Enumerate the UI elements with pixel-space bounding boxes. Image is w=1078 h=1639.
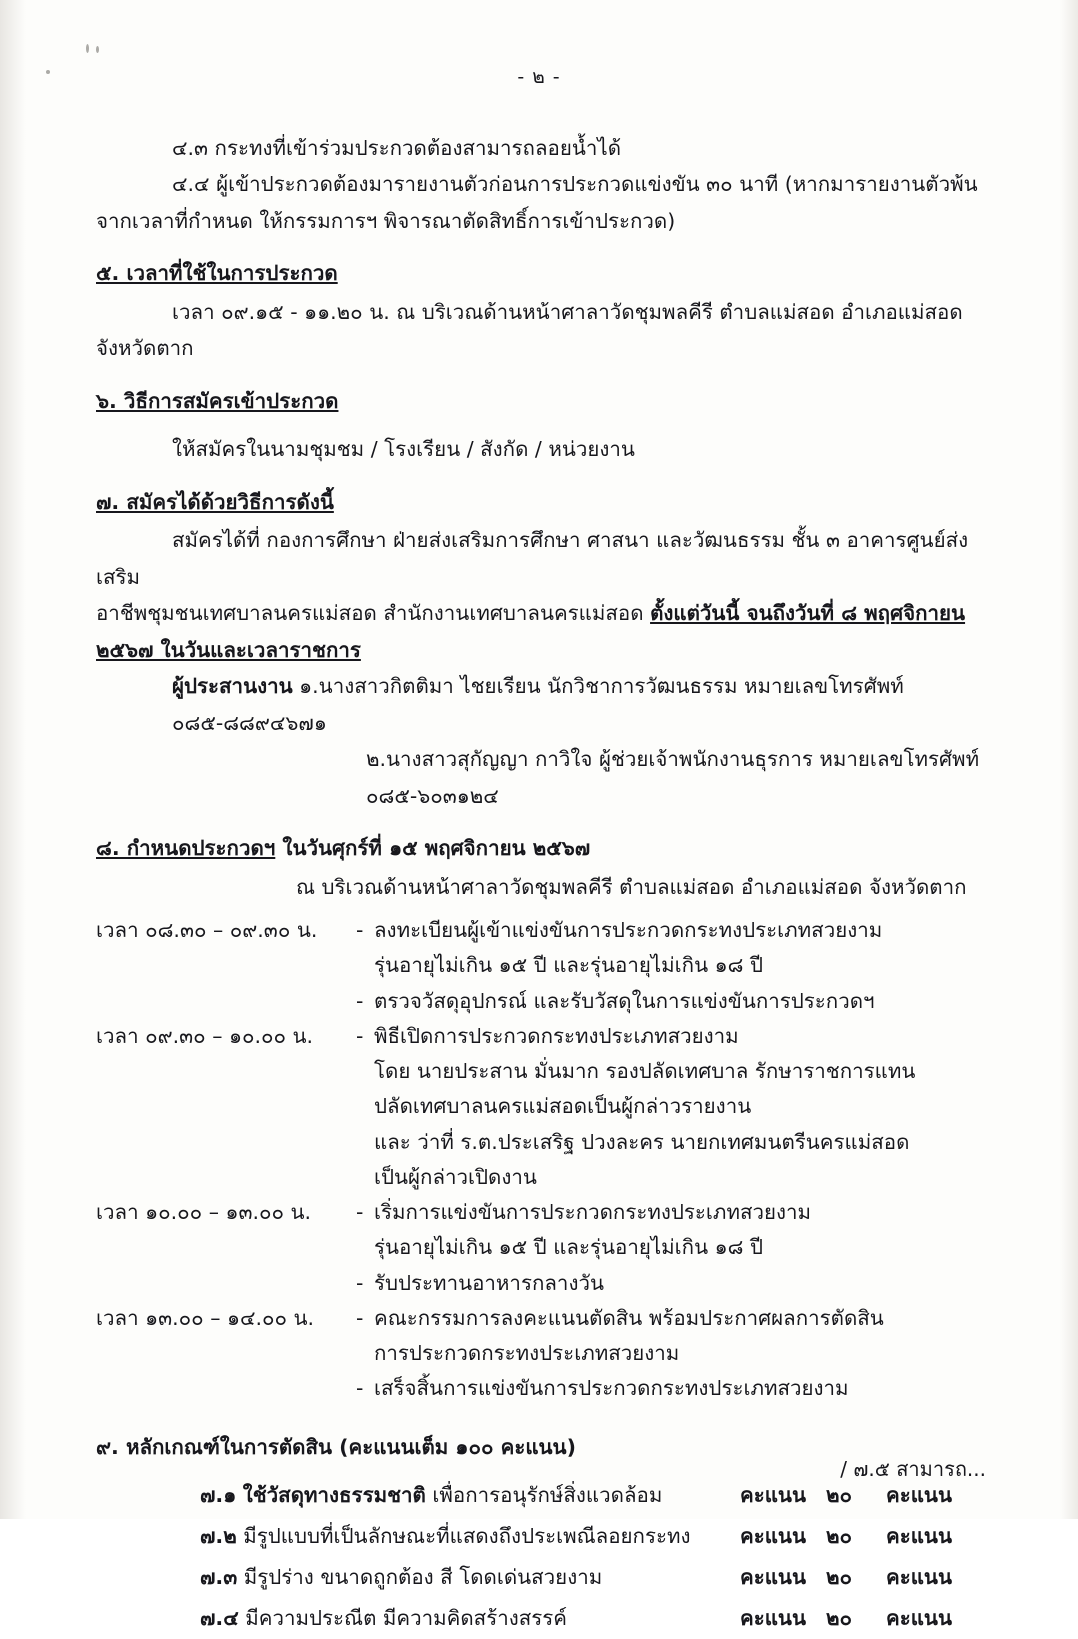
schedule-time: เวลา ๐๙.๓๐ – ๑๐.๐๐ น.	[96, 1023, 314, 1048]
list-item	[356, 1371, 982, 1406]
section-8-venue: ณ บริเวณด้านหน้าศาลาวัดชุมพลคีรี ตำบลแม่สอด อำเภอแม่สอด จังหวัดตาก	[296, 874, 967, 899]
criteria-score-unit: คะแนน	[886, 1483, 952, 1508]
heading-section-5: ๕. เวลาที่ใช้ในการประกวด	[96, 261, 338, 286]
criteria-score-label: คะแนน	[740, 1606, 806, 1631]
schedule-line: ตรวจวัสดุอุปกรณ์ และรับวัสดุในการแข่งขันการประกวดฯ	[374, 988, 875, 1013]
criteria-number: ๗.๒	[200, 1524, 237, 1549]
coordinator-line-1	[96, 668, 982, 741]
section-7-line-3: ๒๕๖๗ ในวันและเวลาราชการ	[96, 637, 361, 662]
schedule-desc	[356, 1195, 982, 1301]
section-7-line-2	[96, 595, 982, 631]
table-row	[200, 1516, 952, 1557]
schedule-desc	[356, 1301, 982, 1407]
coordinator-label: ผู้ประสานงาน	[172, 674, 293, 699]
list-item	[356, 1266, 982, 1301]
schedule-line: การประกวดกระทงประเภทสวยงาม	[374, 1341, 680, 1366]
heading-section-8	[96, 830, 982, 866]
criteria-score: ๒๐	[826, 1524, 853, 1549]
criteria-score: ๒๐	[826, 1606, 853, 1631]
criteria-rest: เพื่อการอนุรักษ์สิ่งแวดล้อม	[425, 1483, 663, 1508]
schedule-line: เป็นผู้กล่าวเปิดงาน	[374, 1164, 537, 1189]
criteria-score-label: คะแนน	[740, 1483, 806, 1508]
criteria-score-label: คะแนน	[740, 1524, 806, 1549]
heading-section-8-bold: ๘. กำหนดประกวดฯ	[96, 836, 276, 861]
document-body	[96, 62, 982, 1639]
section-7-deadline: ตั้งแต่วันนี้ จนถึงวันที่ ๘ พฤศจิกายน	[650, 601, 966, 626]
criteria-text	[200, 1516, 740, 1557]
list-item	[356, 913, 982, 984]
criteria-highlight: ใช้วัสดุทางธรรมชาติ	[242, 1483, 426, 1508]
list-item	[356, 1195, 982, 1266]
list-item	[356, 1301, 982, 1372]
table-row	[96, 1019, 982, 1195]
section-7-line-2-plain: อาชีพชุมชนเทศบาลนครแม่สอด สำนักงานเทศบาลนครแม่สอด	[96, 601, 651, 626]
heading-section-8-rest: ในวันศุกร์ที่ ๑๕ พฤศจิกายน ๒๕๖๗	[275, 836, 591, 861]
section-5-line-1: เวลา ๐๙.๑๕ - ๑๑.๒๐ น. ณ บริเวณด้านหน้าศาลาวัดชุมพลคีรี ตำบลแม่สอด อำเภอแม่สอด	[172, 299, 963, 324]
heading-section-7: ๗. สมัครได้ด้วยวิธีการดังนี้	[96, 489, 334, 514]
criteria-score: ๒๐	[826, 1565, 853, 1590]
criteria-score-unit: คะแนน	[886, 1606, 952, 1631]
section-6-line-1: ให้สมัครในนามชุมชม / โรงเรียน / สังกัด / หน่วยงาน	[172, 437, 635, 462]
schedule-time: เวลา ๑๐.๐๐ – ๑๓.๐๐ น.	[96, 1200, 312, 1225]
criteria-score-label: คะแนน	[740, 1565, 806, 1590]
footer-continuation-note: / ๗.๕ สามารถ...	[840, 1457, 986, 1481]
criteria-number: ๗.๔	[200, 1606, 239, 1631]
schedule-line: และ ว่าที่ ร.ต.ประเสริฐ ปวงละคร นายกเทศมนตรีนครแม่สอด	[374, 1129, 910, 1154]
heading-section-9: ๙. หลักเกณฑ์ในการตัดสิน (คะแนนเต็ม ๑๐๐ คะแนน)	[96, 1434, 576, 1459]
schedule-line: เริ่มการแข่งขันการประกวดกระทงประเภทสวยงาม	[374, 1200, 812, 1225]
list-item	[356, 984, 982, 1019]
schedule-table	[96, 913, 982, 1407]
list-item	[356, 1019, 982, 1195]
schedule-line: พิธีเปิดการประกวดกระทงประเภทสวยงาม	[374, 1023, 739, 1048]
criteria-text	[200, 1557, 740, 1598]
clause-4-3: ๔.๓ กระทงที่เข้าร่วมประกวดต้องสามารถลอยน้ำได้	[172, 136, 622, 160]
criteria-number: ๗.๑	[200, 1483, 237, 1508]
criteria-score-unit: คะแนน	[886, 1565, 952, 1590]
schedule-time: เวลา ๑๓.๐๐ – ๑๔.๐๐ น.	[96, 1305, 315, 1330]
schedule-desc	[356, 1019, 982, 1195]
criteria-text	[200, 1475, 740, 1516]
schedule-line: รุ่นอายุไม่เกิน ๑๕ ปี และรุ่นอายุไม่เกิน ๑๘ ปี	[374, 1235, 763, 1260]
schedule-line: คณะกรรมการลงคะแนนตัดสิน พร้อมประกาศผลการตัดสิน	[374, 1305, 884, 1330]
criteria-rest: มีรูปร่าง ขนาดถูกต้อง สี โดดเด่นสวยงาม	[243, 1565, 603, 1590]
coordinator-2: ๒.นางสาวสุกัญญา กาวิใจ ผู้ช่วยเจ้าพนักงานธุรการ หมายเลขโทรศัพท์ ๐๘๕-๖๐๓๑๒๔	[366, 747, 980, 808]
section-7-line-1: สมัครได้ที่ กองการศึกษา ฝ่ายส่งเสริมการศึกษา ศาสนา และวัฒนธรรม ชั้น ๓ อาคารศูนย์ส่งเสริม	[96, 528, 969, 589]
schedule-line: ลงทะเบียนผู้เข้าแข่งขันการประกวดกระทงประเภทสวยงาม	[374, 918, 883, 943]
page-number: - ๒ -	[517, 66, 561, 88]
criteria-score: ๒๐	[826, 1483, 853, 1508]
schedule-line: รุ่นอายุไม่เกิน ๑๕ ปี และรุ่นอายุไม่เกิน ๑๘ ปี	[374, 953, 763, 978]
scan-speck	[46, 70, 50, 74]
schedule-line: ปลัดเทศบาลนครแม่สอดเป็นผู้กล่าวรายงาน	[374, 1094, 752, 1119]
clause-4-4-line2: จากเวลาที่กำหนด ให้กรรมการฯ พิจารณาตัดสิทธิ์การเข้าประกวด)	[96, 208, 676, 233]
section-5-line-2: จังหวัดตาก	[96, 336, 194, 361]
schedule-line: รับประทานอาหารกลางวัน	[374, 1270, 604, 1295]
coordinator-1: ๑.นางสาวกิตติมา ไชยเรียน นักวิชาการวัฒนธรรม หมายเลขโทรศัพท์ ๐๘๕-๘๘๙๔๖๗๑	[172, 674, 904, 735]
scan-speck	[86, 44, 89, 53]
heading-section-6: ๖. วิธีการสมัครเข้าประกวด	[96, 388, 339, 413]
table-row	[200, 1598, 952, 1639]
table-row	[96, 1301, 982, 1407]
table-row	[96, 913, 982, 1019]
schedule-time: เวลา ๐๘.๓๐ – ๐๙.๓๐ น.	[96, 918, 318, 943]
criteria-rest: มีรูปแบบที่เป็นลักษณะที่แสดงถึงประเพณีลอยกระทง	[243, 1524, 691, 1549]
schedule-line: โดย นายประสาน มั่นมาก รองปลัดเทศบาล รักษาราชการแทน	[374, 1059, 916, 1084]
criteria-table	[200, 1475, 952, 1639]
criteria-score-unit: คะแนน	[886, 1524, 952, 1549]
scan-speck	[96, 46, 99, 53]
table-row	[200, 1475, 952, 1516]
clause-4-4-line1: ๔.๔ ผู้เข้าประกวดต้องมารายงานตัวก่อนการประกวดแข่งขัน ๓๐ นาที (หากมารายงานตัวพ้น	[172, 172, 978, 197]
criteria-number: ๗.๓	[200, 1565, 238, 1590]
schedule-line: เสร็จสิ้นการแข่งขันการประกวดกระทงประเภทสวยงาม	[374, 1376, 849, 1401]
criteria-text	[200, 1598, 740, 1639]
criteria-rest: มีความประณีต มีความคิดสร้างสรรค์	[245, 1606, 567, 1631]
schedule-desc	[356, 913, 982, 1019]
table-row	[96, 1195, 982, 1301]
table-row	[200, 1557, 952, 1598]
